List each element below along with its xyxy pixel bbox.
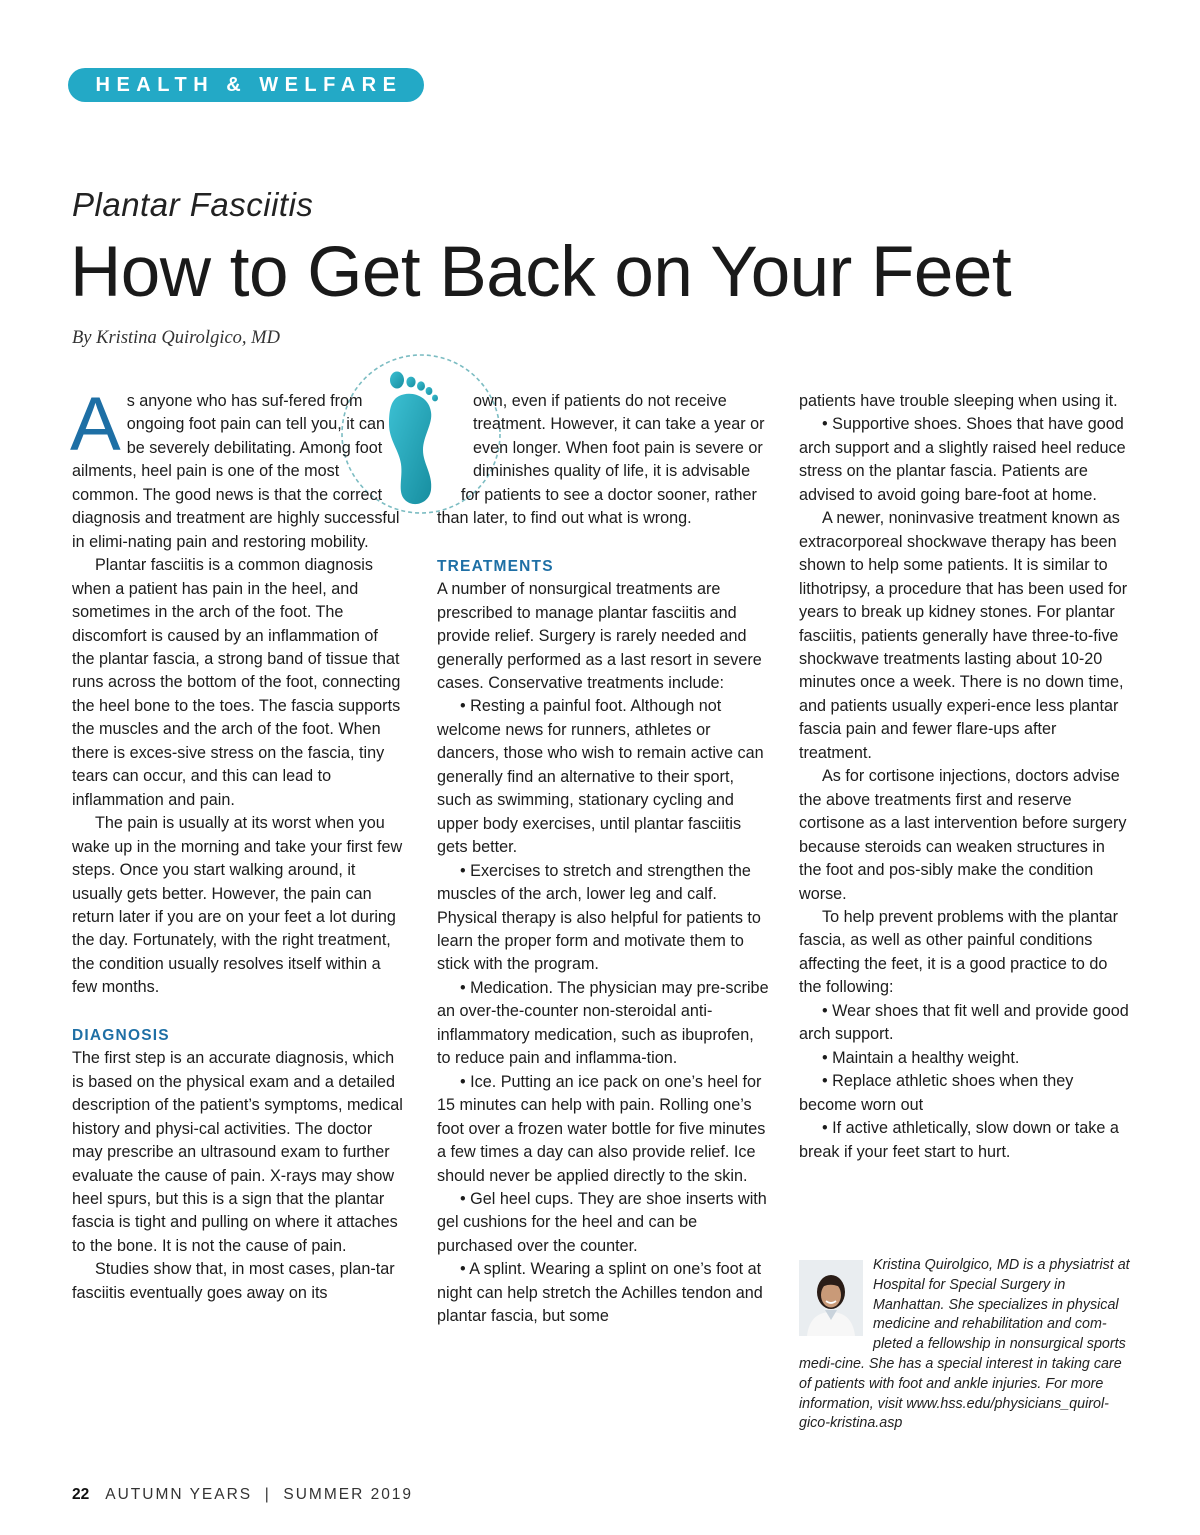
paragraph: The first step is an accurate diagnosis, which is based on the physical exam and a detailed description of the patient’s symptoms, medical history and physi-cal activities. The doctor may prescribe an ultrasound exam to further evaluate the cause of pain. X-rays may show heel spurs, but this is a sign that the plantar fascia is tight and pulling on where it attaches to the bone. It is not the cause of pain. xyxy=(72,1049,403,1255)
bullet-item: • A splint. Wearing a splint on one’s foot at night can help stretch the Achilles tendon and plantar fascia, but some xyxy=(437,1260,763,1326)
paragraph: The pain is usually at its worst when you wake up in the morning and take your first few steps. Once you start walking around, it usually gets better. However, the pain can return later if you are on your feet a lot during the day. Fortunately, with the right treatment, the condition usually resolves itself within a few months. xyxy=(72,814,403,997)
paragraph: Studies show that, in most cases, plan-tar fasciitis eventually goes away on its xyxy=(72,1260,395,1302)
drop-cap: A xyxy=(70,382,121,467)
section-label: HEALTH & WELFARE xyxy=(68,68,424,102)
bullet-item: • Maintain a healthy weight. xyxy=(822,1048,1020,1067)
article-column-3 xyxy=(799,390,1131,1164)
bullet-item: • Resting a painful foot. Although not welcome news for runners, athletes or dancers, those who wish to remain active can generally find an alternative to their sport, such as swimming, stationary cycling and upper body exercises, until plantar fasciitis gets better. xyxy=(437,697,764,857)
bullet-item: • Medication. The physician may pre-scribe an over-the-counter non-steroidal anti-inflammatory medication, such as ibuprofen, to reduce pain and inflamma-tion. xyxy=(437,978,769,1068)
paragraph: patients have trouble sleeping when using it. xyxy=(799,392,1118,410)
intro-text: s anyone who has suf-fered from ongoing foot pain can tell you, it can be severely debilitating. Among foot ailments, heel pain is one of the most common. The good news is that the correct diagnosis and treatment are highly successful in elimi-nating pain and restoring mobility. xyxy=(72,392,400,551)
author-photo xyxy=(799,1260,863,1336)
paragraph: To help prevent problems with the plantar fascia, as well as other painful conditions affecting the feet, it is a good practice to do the following: xyxy=(799,907,1119,997)
article-kicker: Plantar Fasciitis xyxy=(72,186,314,223)
bio-text: Kristina Quirolgico, MD is a physiatrist at Hospital for Special Surgery in Manhattan. She specializes in physical medicine and rehabilitation and com-pleted a fellowship in nonsurgical sports medi-cine. She has a special interest in taking care of patients with foot and ankle injuries. For more information, visit www.hss.edu/physicians_quirol-gico-kristina.asp xyxy=(799,1257,1130,1432)
section-heading-treatments: TREATMENTS xyxy=(437,557,554,575)
author-bio xyxy=(799,1256,1131,1434)
paragraph: A newer, noninvasive treatment known as extracorporeal shockwave therapy has been shown to help some patients. It is similar to lithotripsy, a procedure that has been used for years to break up kidney stones. For plantar fasciitis, patients generally have three-to-five shockwave treatments lasting about 10-20 minutes once a week. There is no down time, and patients usually experi-ence less plantar fascia pain and fewer flare-ups after treatment. xyxy=(799,509,1128,762)
article-byline: By Kristina Quirolgico, MD xyxy=(72,328,280,348)
bullet-item: • Exercises to stretch and strengthen the muscles of the arch, lower leg and calf. Physical therapy is also helpful for patients to learn the proper form and motivate them to stick with the program. xyxy=(437,861,761,974)
section-heading-diagnosis: DIAGNOSIS xyxy=(72,1026,170,1044)
article-column-2 xyxy=(437,390,770,1329)
bullet-item: • Wear shoes that fit well and provide good arch support. xyxy=(799,1001,1129,1044)
bullet-item: • Ice. Putting an ice pack on one’s heel for 15 minutes can help with pain. Rolling one’s foot over a frozen water bottle for five minutes a few times a day can also provide relief. Ice should never be applied directly to the skin. xyxy=(437,1072,766,1185)
bullet-item: • Supportive shoes. Shoes that have good arch support and a slightly raised heel reduce stress on the plantar fascia. Patients are advised to avoid going bare-foot at home. xyxy=(799,415,1126,504)
bullet-item: • Gel heel cups. They are shoe inserts with gel cushions for the heel and can be purchased over the counter. xyxy=(437,1189,767,1255)
paragraph: own, even if patients do not receive treatment. However, it can take a year or even longer. When foot pain is severe or diminishes quality of life, it is advisable for patients to see a doctor sooner, rather than later, to find out what is wrong. xyxy=(437,392,765,528)
publication-info: AUTUMN YEARS | SUMMER 2019 xyxy=(105,1486,414,1503)
article-column-1 xyxy=(70,382,404,1305)
paragraph: As for cortisone injections, doctors advise the above treatments first and reserve cortisone as a last intervention before surgery because steroids can weaken structures in the foot and pos-sibly make the condition worse. xyxy=(799,767,1127,903)
page-number: 22 xyxy=(72,1486,90,1503)
bullet-item: • Replace athletic shoes when they become worn out xyxy=(799,1072,1074,1114)
bullet-item: • If active athletically, slow down or take a break if your feet start to hurt. xyxy=(799,1119,1119,1161)
page-footer xyxy=(72,1486,413,1504)
paragraph: A number of nonsurgical treatments are prescribed to manage plantar fasciitis and provide relief. Surgery is rarely needed and generally performed as a last resort in severe cases. Conservative treatments include: xyxy=(437,580,762,692)
badge-wrap-space xyxy=(309,342,459,492)
article-headline: How to Get Back on Your Feet xyxy=(70,233,1012,312)
paragraph: Plantar fasciitis is a common diagnosis when a patient has pain in the heel, and sometimes in the arch of the foot. The discomfort is caused by an inflammation of the plantar fascia, a strong band of tissue that runs across the bottom of the foot, connecting the heel bone to the toes. The fascia supports the muscles and the arch of the foot. When there is exces-sive stress on the fascia, tiny tears can occur, and this can lead to inflammation and pain. xyxy=(72,556,401,809)
